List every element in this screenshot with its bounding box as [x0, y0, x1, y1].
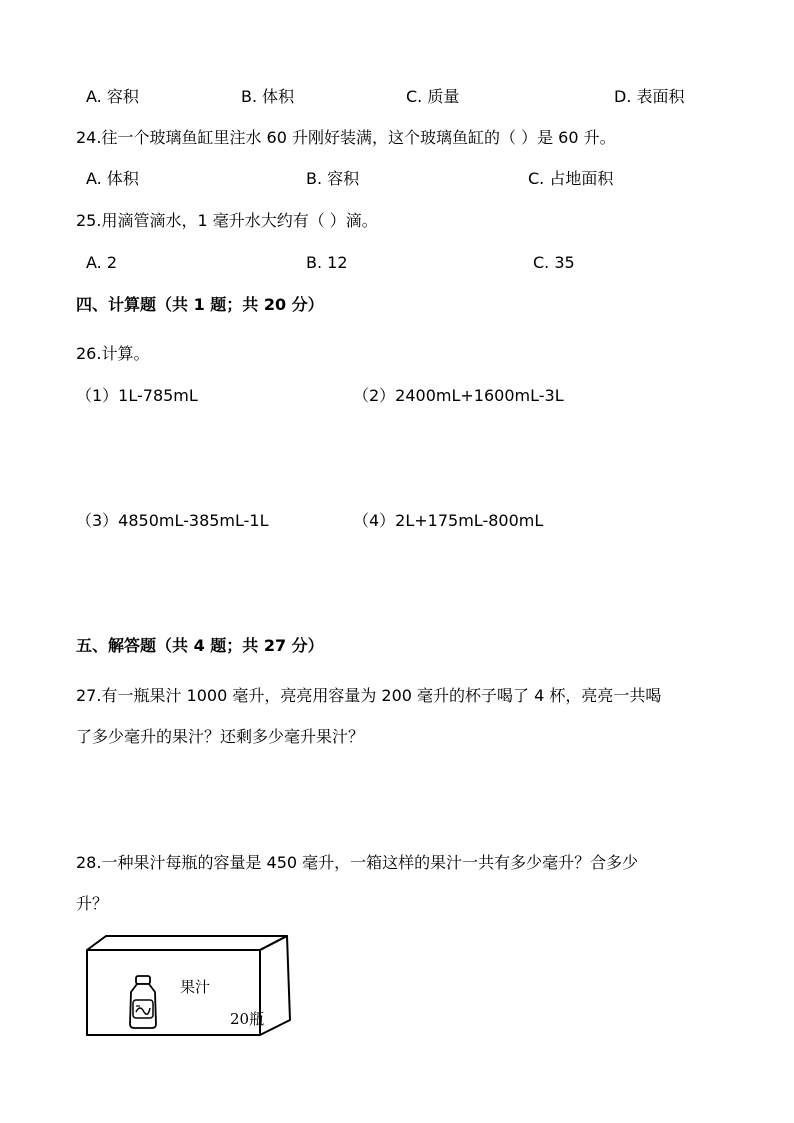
q26-stem: 26.计算。 [76, 344, 150, 363]
q23-option-b: B. 体积 [241, 87, 295, 106]
q25-option-a: A. 2 [86, 253, 118, 272]
juice-box-illustration [84, 932, 296, 1040]
section-title-word-problems: 五、解答题（共 4 题；共 27 分） [76, 636, 324, 655]
q26-item-3: （3）4850mL-385mL-1L [76, 511, 269, 530]
q23-option-a: A. 容积 [86, 87, 139, 106]
box-count: 20瓶 [230, 1010, 265, 1028]
q28-line-1: 28.一种果汁每瓶的容量是 450 毫升，一箱这样的果汁一共有多少毫升？合多少 [76, 853, 639, 872]
section-title-calculation: 四、计算题（共 1 题；共 20 分） [76, 295, 324, 314]
q27-line-2: 了多少毫升的果汁？还剩多少毫升果汁？ [76, 727, 365, 746]
q26-item-2: （2）2400mL+1600mL-3L [353, 386, 564, 405]
q26-item-1: （1）1L-785mL [76, 386, 198, 405]
q23-option-d: D. 表面积 [614, 87, 685, 106]
q24-option-c: C. 占地面积 [528, 169, 614, 188]
q25-stem: 25.用滴管滴水，1 毫升水大约有（ ）滴。 [76, 211, 378, 230]
q23-option-c: C. 质量 [406, 87, 460, 106]
q24-option-a: A. 体积 [86, 169, 139, 188]
q25-option-c: C. 35 [533, 253, 575, 272]
q26-item-4: （4）2L+175mL-800mL [353, 511, 544, 530]
q28-line-2: 升？ [76, 894, 109, 913]
q27-line-1: 27.有一瓶果汁 1000 毫升，亮亮用容量为 200 毫升的杯子喝了 4 杯，亮亮一共喝 [76, 686, 662, 705]
box-label: 果汁 [180, 978, 211, 996]
q24-option-b: B. 容积 [306, 169, 360, 188]
q24-stem: 24.往一个玻璃鱼缸里注水 60 升刚好装满，这个玻璃鱼缸的（ ）是 60 升。 [76, 128, 616, 147]
q25-option-b: B. 12 [306, 253, 348, 272]
